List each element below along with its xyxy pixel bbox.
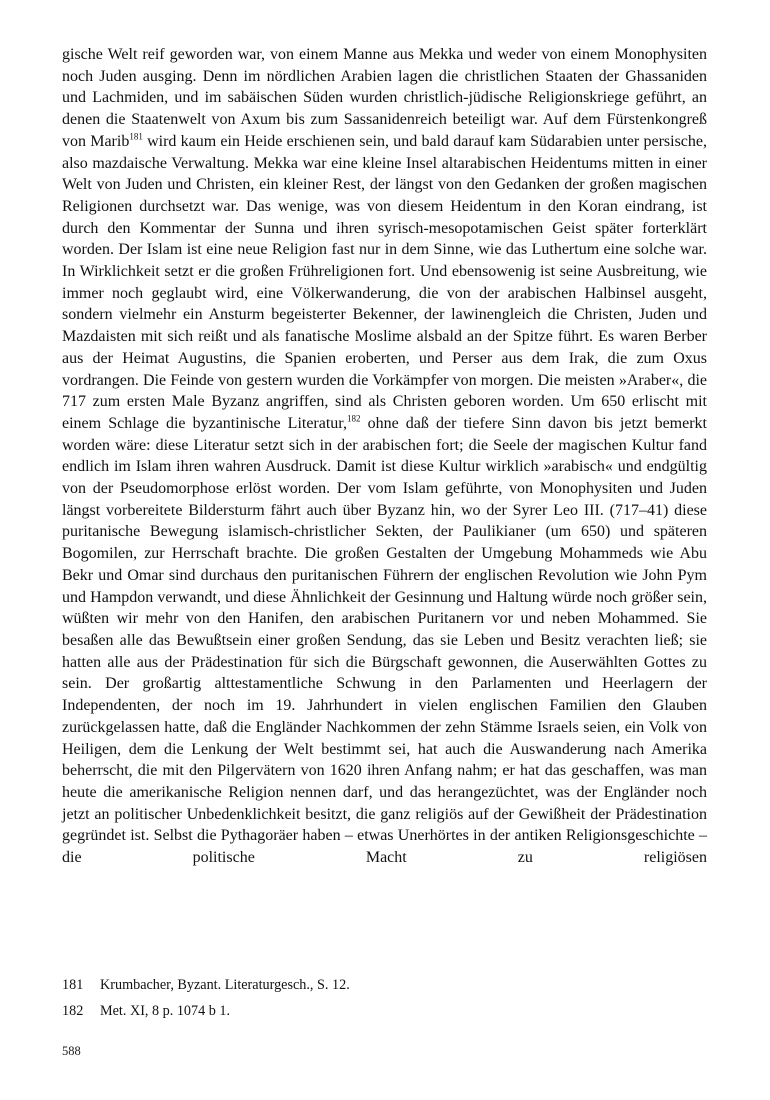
paragraph-text-part-1: gische Welt reif geworden war, von einem Manne aus Mekka und weder von einem Monophysiten noch Juden ausging. Denn im nördlichen Arabien lagen die christlichen Staaten der Ghassaniden und Lachmiden, und im sabäischen Süden wurden christlich-jüdische Religionskriege geführt, an denen die Staatenwelt von Axum bis zum Sassanidenreich beteiligt war. Auf dem Fürstenkongreß von Marib bbox=[62, 46, 707, 150]
footnote-number: 182 bbox=[62, 1003, 84, 1019]
footnote-181 bbox=[62, 972, 707, 998]
paragraph-text-part-3: ohne daß der tiefere Sinn davon bis jetzt bemerkt worden wäre: diese Literatur setzt sich in der arabischen fort; die Seele der magischen Kultur fand endlich im Islam ihren wahren Ausdruck. Damit ist diese Kultur wirklich »arabisch« und endgültig von der Pseudomorphose erlöst worden. Der vom Islam geführte, von Monophysiten und Juden längst vorbereitete Bildersturm fährt auch über Byzanz hin, wo der Syrer Leo III. (717–41) diese puritanische Bewegung islamisch-christlicher Sekten, der Paulikianer (um 650) und späteren Bogomilen, zur Herrschaft brachte. Die großen Gestalten der Umgebung Mohammeds wie Abu Bekr und Omar sind durchaus den puritanischen Führern der englischen Revolution wie John Pym und Hampdon verwandt, und diese Ähnlichkeit der Gesinnung und Haltung würde noch größer sein, wüßten wir mehr von den Hanifen, den arabischen Puritanern vor und neben Mohammed. Sie besaßen alle das Bewußtsein einer großen Sendung, das sie Leben und Besitz verachten ließ; sie hatten alle aus der Prädestination für sich die Bürgschaft gewonnen, die Auserwählten Gottes zu sein. Der großartig alttestamentliche Schwung in den Parlamenten und Heerlagern der Independenten, der noch im 19. Jahrhundert in vielen englischen Familien den Glauben zurückgelassen hatte, daß die Engländer Nachkommen der zehn Stämme Israels seien, ein Volk von Heiligen, dem die Lenkung der Welt bestimmt sei, hat auch die Auswanderung nach Amerika beherrscht, die mit den Pilgervätern von 1620 ihren Anfang nahm; er hat das geschaffen, was man heute die amerikanische Religion nennen darf, und das herangezüchtet, was der Engländer noch jetzt an politischer Unbedenklichkeit besitzt, die ganz religiös auf der Gewißheit der Prädestination gegründet ist. Selbst die Pythagoräer haben – etwas Unerhörtes in der antiken Religionsgeschichte – die politische Macht zu religiösen bbox=[62, 414, 707, 867]
footnote-number: 181 bbox=[62, 977, 84, 993]
footnote-text: Krumbacher, Byzant. Literaturgesch., S. 12. bbox=[100, 977, 350, 993]
paragraph-block bbox=[62, 44, 707, 869]
footnote-reference-182[interactable]: 182 bbox=[347, 413, 361, 424]
footnotes-section bbox=[62, 972, 707, 1024]
footnote-reference-181[interactable]: 181 bbox=[129, 131, 143, 142]
footnote-text: Met. XI, 8 p. 1074 b 1. bbox=[100, 1003, 231, 1019]
page-number: 588 bbox=[62, 1044, 81, 1058]
body-paragraph bbox=[62, 44, 707, 869]
footnote-182 bbox=[62, 998, 707, 1024]
paragraph-text-part-2: wird kaum ein Heide erschienen sein, und bald darauf kam Südarabien unter persische, also mazdaische Verwaltung. Mekka war eine kleine Insel altarabischen Heidentums mitten in einer Welt von Juden und Christen, ein kleiner Rest, der längst von den Gedanken der großen magischen Religionen durchsetzt war. Das wenige, was von diesem Heidentum in den Koran eindrang, ist durch den Kommentar der Sunna und ihren syrisch-mesopotamischen Geist später forterklärt worden. Der Islam ist eine neue Religion fast nur in dem Sinne, wie das Luthertum eine solche war. In Wirklichkeit setzt er die großen Frühreligionen fort. Und ebensowenig ist seine Ausbreitung, wie immer noch geglaubt wird, eine Völkerwanderung, die von der arabischen Halbinsel ausgeht, sondern vielmehr ein Ansturm begeisterter Bekenner, der lawinengleich die Christen, Juden und Mazdaisten mit sich reißt und als fanatische Moslime alsbald an der Spitze führt. Es waren Berber aus der Heimat Augustins, die Spanien eroberten, und Perser aus dem Irak, die zum Oxus vordrangen. Die Feinde von gestern wurden die Vorkämpfer von morgen. Die meisten »Araber«, die 717 zum ersten Male Byzanz angriffen, sind als Christen geboren worden. Um 650 erlischt mit einem Schlage die byzantinische Literatur, bbox=[62, 132, 708, 432]
